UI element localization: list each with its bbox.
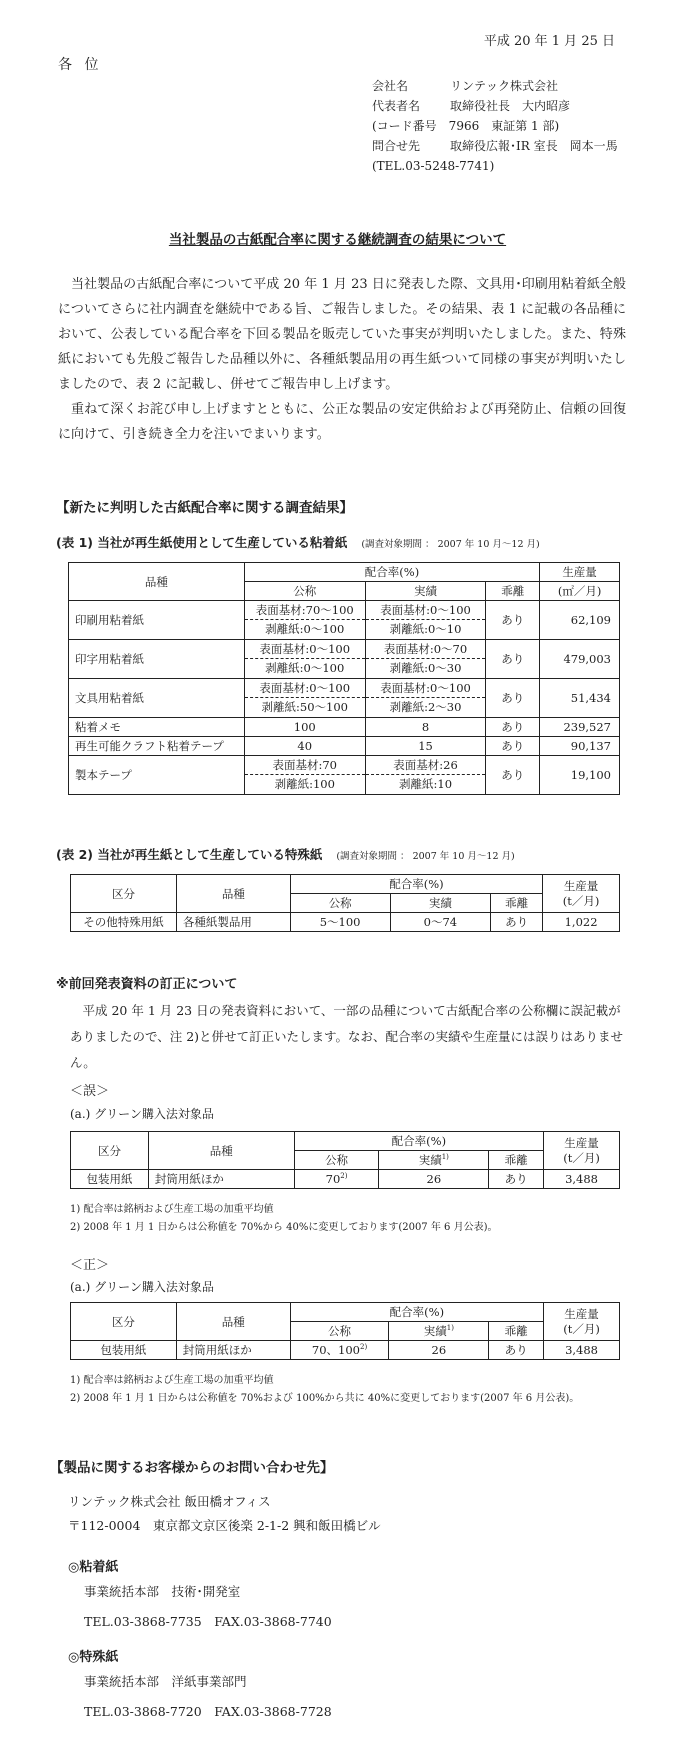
table2-caption: (表 2) 当社が再生紙として生産している特殊紙 (調査対象期間 ： 2007 年 10 月～12 月) [56,847,515,862]
right-sub: (a.) グリーン購入法対象品 [70,1280,214,1294]
issuer-row: (TEL.03-5248-7741) [372,159,495,173]
table-row: 再生可能クラフト粘着テープ 40 15 あり 90,137 [69,737,620,756]
table-row: 印刷用粘着紙 表面基材:70～100 剥離紙:0～100 表面基材:0～100 剥離紙:0～10 あり 62,109 [69,601,620,640]
paragraph: 重ねて深くお詫び申し上げますとともに、公正な製品の安定供給および再発防止、信頼の回復に向けて、引き続き全力を注いでまいります。 [58,402,626,442]
table1-caption: (表 1) 当社が再生紙使用として生産している粘着紙 (調査対象期間 ： 2007 年 10 月～12 月) [56,535,540,550]
right-notes: 1) 配合率は銘柄および生産工場の加重平均値 2) 2008 年 1 月 1 日からは公称値を 70%および 100%から共に 40%に変更しております(2007 年 6 月公表)。 [70,1375,580,1404]
table-row: 包装用紙 封筒用紙ほか 70、100$^{2)}$ 26 あり 3,488 [71,1341,620,1360]
header-gap: 乖離 [486,582,540,601]
header-rate: 配合率(%) [244,563,539,582]
contact-heading: 【製品に関するお客様からのお問い合わせ先】 [50,1460,334,1476]
contact-office: リンテック株式会社 飯田橋オフィス 〒112-0004 東京都文京区後楽 2-1-2 興和飯田橋ビル [68,1494,381,1533]
table-row: 印字用粘着紙 表面基材:0～100 剥離紙:0～100 表面基材:0～70 剥離紙:0～30 あり 479,003 [69,640,620,679]
table-row: その他特殊用紙 各種紙製品用 5～100 0～74 あり 1,022 [71,913,620,932]
correction-text: 平成 20 年 1 月 23 日の発表資料において、一部の品種について古紙配合率の公称欄に誤記載がありましたので、注 2)と併せて訂正いたします。なお、配合率の実績や生産量には誤りはありません。 [70,1003,624,1070]
wrong-table: 区分 品種 配合率(%) 生産量 (t／月) 公称 実績$^{1)}$ 乖離 包装用紙 封筒用紙ほか 70$^{2)}$ 26 あり 3,488 [70,1131,620,1189]
correction-heading: ※前回発表資料の訂正について [56,977,238,992]
recipient: 各 位 [58,57,103,73]
issuer-row: 会社名 リンテック株式会社 [372,79,559,93]
document-date: 平成 20 年 1 月 25 日 [483,34,615,49]
paragraph: 当社製品の古紙配合率について平成 20 年 1 月 23 日に発表した際、文具用･印刷用粘着紙全般についてさらに社内調査を継続中である旨、ご報告しました。その結果、表 1 に記載の各品種において、公表している配合率を下回る製品を販売していた事実が判明いたしました。また、特殊紙においても先般ご報告した品種以外に、各種紙製品用の再生紙ついて同様の事実が判明いたしましたので、表 2 に記載し、併せてご報告申し上げます。 [58,277,626,392]
table-row: 文具用粘着紙 表面基材:0～100 剥離紙:50～100 表面基材:0～100 剥離紙:2～30 あり 51,434 [69,679,620,718]
document-title: 当社製品の古紙配合率に関する継続調査の結果について [168,232,507,248]
issuer-row: 代表者名 取締役社長 大内昭彦 [372,99,571,113]
header-volume: 生産量 [540,563,620,582]
wrong-sub: (a.) グリーン購入法対象品 [70,1107,214,1121]
section-heading: 【新たに判明した古紙配合率に関する調査結果】 [56,500,353,516]
issuer-block [372,76,618,176]
header-unit: (㎡／月) [540,582,620,601]
table-row: 包装用紙 封筒用紙ほか 70$^{2)}$ 26 あり 3,488 [71,1170,620,1189]
table-row: 製本テープ 表面基材:70 剥離紙:100 表面基材:26 剥離紙:10 あり 19,100 [69,756,620,795]
header-kind: 品種 [69,563,245,601]
header-nominal: 公称 [244,582,365,601]
wrong-label: ＜誤＞ [70,1084,110,1099]
contact-group-specialty: ◎特殊紙 事業統括本部 洋紙事業部門 TEL.03-3868-7720 FAX.03-3868-7728 [68,1650,332,1719]
issuer-row: (コード番号 7966 東証第 1 部) [372,119,560,133]
right-label: ＜正＞ [70,1258,110,1273]
header-actual: 実績 [365,582,486,601]
contact-group-adhesive: ◎粘着紙 事業統括本部 技術･開発室 TEL.03-3868-7735 FAX.03-3868-7740 [68,1560,332,1629]
issuer-row: 問合せ先 取締役広報･IR 室長 岡本一馬 [372,139,618,153]
table2: 区分 品種 配合率(%) 生産量 (t／月) 公称 実績 乖離 その他特殊用紙 各種紙製品用 5～100 0～74 あり 1,022 [70,874,620,932]
body-text [58,272,626,447]
table1 [68,562,620,795]
table-row: 粘着メモ 100 8 あり 239,527 [69,718,620,737]
right-table: 区分 品種 配合率(%) 生産量 (t／月) 公称 実績$^{1)}$ 乖離 包装用紙 封筒用紙ほか 70、100$^{2)}$ 26 あり 3,488 [70,1302,620,1360]
wrong-notes: 1) 配合率は銘柄および生産工場の加重平均値 2) 2008 年 1 月 1 日からは公称値を 70%から 40%に変更しております(2007 年 6 月公表)。 [70,1204,498,1233]
